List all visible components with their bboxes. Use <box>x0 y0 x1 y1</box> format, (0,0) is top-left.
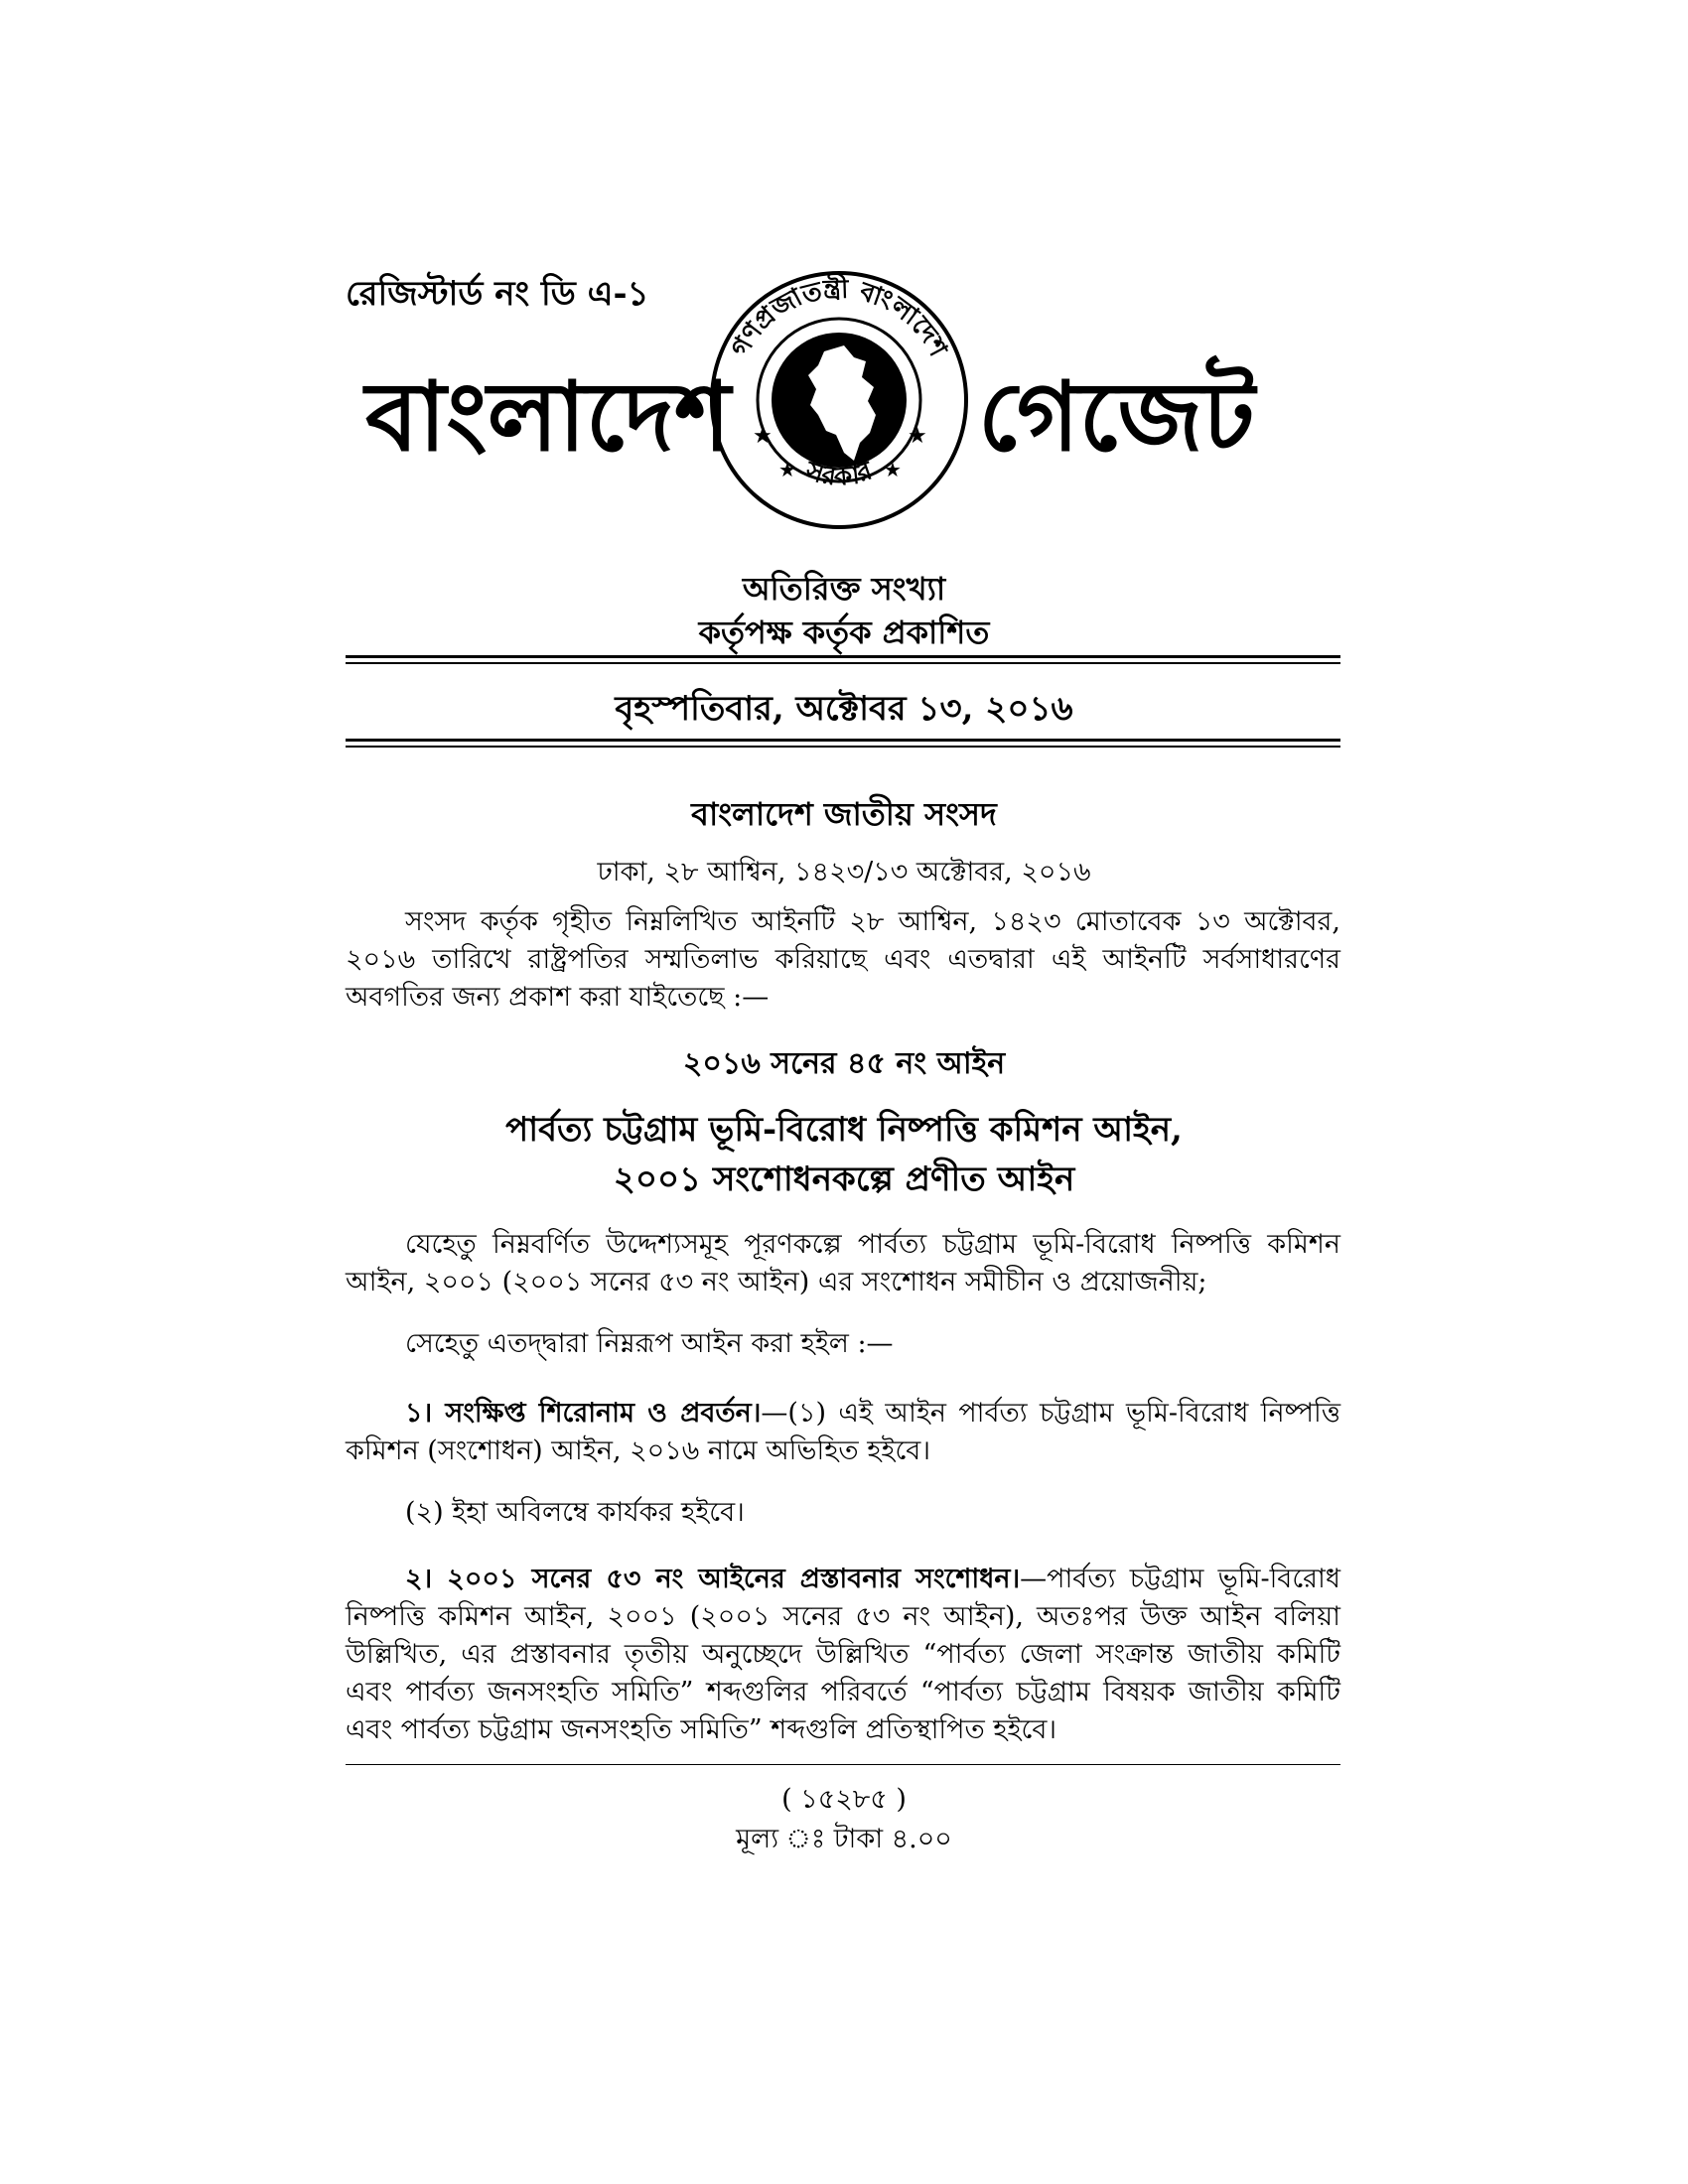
masthead-left: বাংলাদেশ <box>365 360 731 473</box>
parliament-heading: বাংলাদেশ জাতীয় সংসদ <box>691 795 997 833</box>
place-date: ঢাকা, ২৮ আশ্বিন, ১৪২৩/১৩ অক্টোবর, ২০১৬ <box>597 857 1091 887</box>
section-1-heading: ১। সংক্ষিপ্ত শিরোনাম ও প্রবর্তন। <box>405 1398 762 1429</box>
header-rule-top-1 <box>346 655 1340 658</box>
price-label: মূল্য ঃ টাকা ৪.০০ <box>736 1824 952 1854</box>
section-2-text: —পার্বত্য চট্টগ্রাম ভূমি-বিরোধ নিষ্পত্তি কমিশন আইন, ২০০১ (২০০১ সনের ৫৩ নং আইন), অতঃপর উক্ত আইন বলিয়া উল্লিখিত, এর প্রস্তাবনার তৃতীয় অনুচ্ছেদে উল্লিখিত “পার্বত্য জেলা সংক্রান্ত জাতীয় কমিটি এবং পার্বত্য জনসংহতি সমিতি” শব্দগুলির পরিবর্তে “পার্বত্য চট্টগ্রাম বিষয়ক জাতীয় কমিটি এবং পার্বত্য চট্টগ্রাম জনসংহতি সমিতি” শব্দগুলি প্রতিস্থাপিত হইবে। <box>346 1564 1340 1745</box>
page-number: ( ১৫২৮৫ ) <box>781 1784 907 1815</box>
section-1-subsection-2: (২) ইহা অবিলম্বে কার্যকর হইবে। <box>405 1497 745 1528</box>
seal-star-right: ★ <box>908 424 927 449</box>
preamble-paragraph-2: সেহেতু এতদ্দ্বারা নিম্নরূপ আইন করা হইল :— <box>405 1328 894 1359</box>
seal-star-bottom-left: ★ <box>778 458 796 481</box>
publisher-label: কর্তৃপক্ষ কর্তৃক প্রকাশিত <box>698 614 990 651</box>
intro-paragraph: সংসদ কর্তৃক গৃহীত নিম্নলিখিত আইনটি ২৮ আশ্বিন, ১৪২৩ মোতাবেক ১৩ অক্টোবর, ২০১৬ তারিখে রাষ্ট্রপতির সম্মতিলাভ করিয়াছে এবং এতদ্বারা এই আইনটি সর্বসাধারণের অবগতির জন্য প্রকাশ করা যাইতেছে :— <box>346 906 1340 1013</box>
preamble-paragraph-1: যেহেতু নিম্নবর্ণিত উদ্দেশ্যসমূহ পূরণকল্পে পার্বত্য চট্টগ্রাম ভূমি-বিরোধ নিষ্পত্তি কমিশন আইন, ২০০১ (২০০১ সনের ৫৩ নং আইন) এর সংশোধন সমীচীন ও প্রয়োজনীয়; <box>346 1229 1340 1297</box>
act-title-line-2: ২০০১ সংশোধনকল্পে প্রণীত আইন <box>613 1160 1075 1199</box>
header-rule-top-2 <box>346 662 1340 664</box>
header-rule-bottom-1 <box>346 739 1340 742</box>
section-2-paragraph <box>346 1561 1340 1749</box>
government-seal <box>705 266 973 534</box>
act-number: ২০১৬ সনের ৪৫ নং আইন <box>682 1046 1006 1081</box>
section-2-heading: ২। ২০০১ সনের ৫৩ নং আইনের প্রস্তাবনার সংশোধন। <box>405 1564 1021 1594</box>
registration-number: রেজিস্টার্ড নং ডি এ-১ <box>346 274 649 314</box>
act-title-line-1: পার্বত্য চট্টগ্রাম ভূমি-বিরোধ নিষ্পত্তি কমিশন আইন, <box>505 1110 1183 1150</box>
issue-date: বৃহস্পতিবার, অক্টোবর ১৩, ২০১৬ <box>615 689 1073 729</box>
seal-top-text: গণপ্রজাতন্ত্রী বাংলাদেশ <box>725 274 953 362</box>
seal-star-left: ★ <box>753 424 773 449</box>
extra-issue-label: অতিরিক্ত সংখ্যা <box>742 570 946 608</box>
section-1-text: —(১) এই আইন পার্বত্য চট্টগ্রাম ভূমি-বিরোধ নিষ্পত্তি কমিশন (সংশোধন) আইন, ২০১৬ নামে অভিহিত হইবে। <box>346 1398 1341 1466</box>
seal-star-bottom-right: ★ <box>884 458 902 481</box>
footer-rule <box>346 1764 1340 1765</box>
section-1-paragraph <box>346 1395 1340 1470</box>
masthead-right: গেজেট <box>978 360 1255 473</box>
seal-bottom-text: সরকার <box>801 456 877 493</box>
header-rule-bottom-2 <box>346 746 1340 748</box>
